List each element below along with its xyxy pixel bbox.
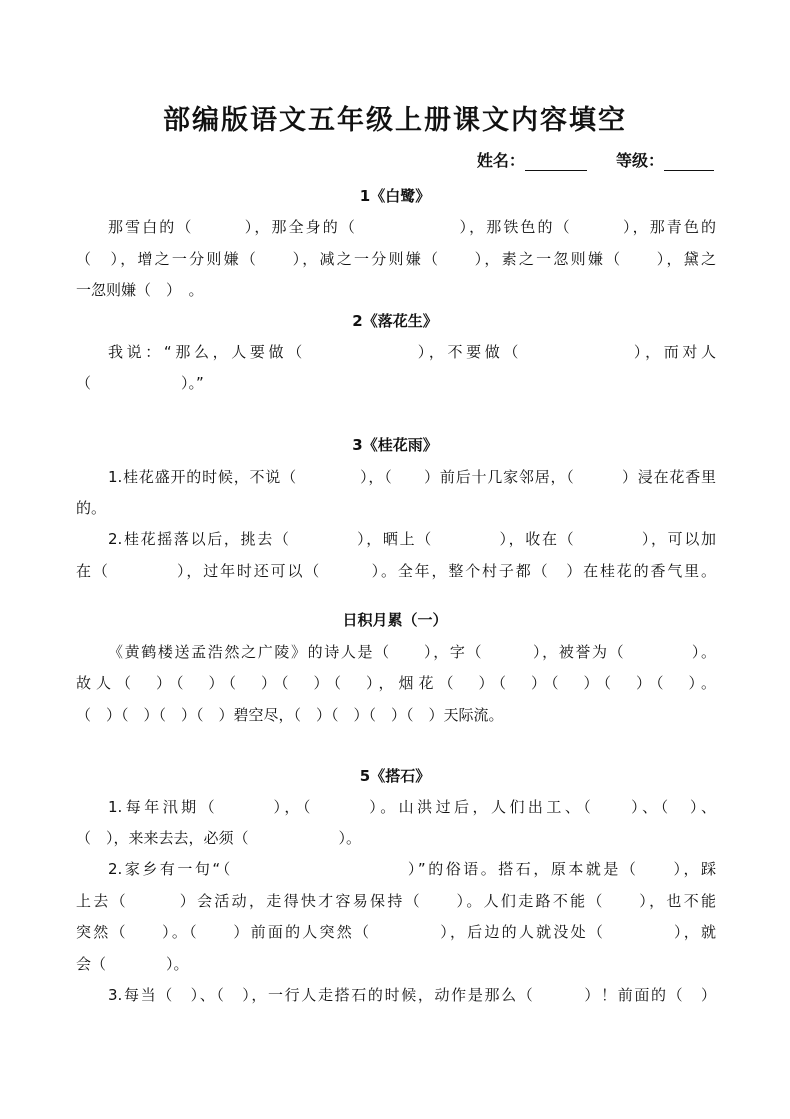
text-line: 《黄鹤楼送孟浩然之广陵》的诗人是（ ），字（ ），被誉为（ ）。 — [108, 643, 716, 661]
text-line: 上去（ ）会活动，走得快才容易保持（ ）。人们走路不能（ ），也不能 — [76, 892, 716, 910]
text-line: （ ），来来去去，必须（ ）。 — [76, 829, 362, 847]
text-line: 会（ ）。 — [76, 955, 189, 973]
grade-label: 等级： — [615, 151, 664, 170]
section-heading-dashi: 5《搭石》 — [359, 767, 431, 785]
text-line: 3.每当（ ）、（ ），一行人走搭石的时候，动作是那么（ ）！前面的（ ） — [108, 986, 716, 1004]
text-line: 在（ ），过年时还可以（ ）。全年，整个村子都（ ）在桂花的香气里。 — [76, 562, 716, 580]
name-label: 姓名： — [476, 151, 525, 170]
text-line: 的。 — [76, 499, 107, 517]
text-line: 1.桂花盛开的时候，不说（ ），（ ）前后十几家邻居，（ ）浸在花香里 — [108, 468, 716, 486]
text-line: （ ）。” — [76, 374, 204, 392]
text-line: （ ）（ ）（ ）（ ）碧空尽，（ ）（ ）（ ）（ ）天际流。 — [76, 706, 504, 724]
name-blank[interactable] — [525, 152, 587, 171]
grade-blank[interactable] — [664, 152, 714, 171]
text-line: 一忽则嫌（ ） 。 — [76, 281, 204, 299]
section-heading-luohuasheng: 2《落花生》 — [352, 312, 438, 330]
section-heading-guihuayu: 3《桂花雨》 — [352, 436, 438, 454]
text-line: （ ），增之一分则嫌（ ），减之一分则嫌（ ），素之一忽则嫌（ ），黛之 — [76, 250, 716, 268]
text-line: 2.桂花摇落以后，挑去（ ），晒上（ ），收在（ ），可以加 — [108, 530, 716, 548]
text-line: 突然（ ）。（ ）前面的人突然（ ），后边的人就没处（ ），就 — [76, 923, 716, 941]
name-grade-bar — [477, 148, 714, 171]
section-heading-bailu: 1《白鹭》 — [359, 187, 431, 205]
text-line: 我说：“那么，人要做（ ），不要做（ ），而对人 — [108, 343, 716, 361]
page-title: 部编版语文五年级上册课文内容填空 — [163, 105, 627, 136]
text-line: 1.每年汛期（ ），（ ）。山洪过后，人们出工、（ ）、（ ）、 — [108, 798, 716, 816]
text-line: 2.家乡有一句“（ ）”的俗语。搭石，原本就是（ ），踩 — [108, 860, 716, 878]
text-line: 那雪白的（ ），那全身的（ ），那铁色的（ ），那青色的 — [108, 218, 716, 236]
section-heading-rijiyuelei: 日积月累（一） — [342, 611, 448, 629]
text-line: 故人（ ）（ ）（ ）（ ）（ ），烟花（ ）（ ）（ ）（ ）（ ）。 — [76, 674, 716, 692]
